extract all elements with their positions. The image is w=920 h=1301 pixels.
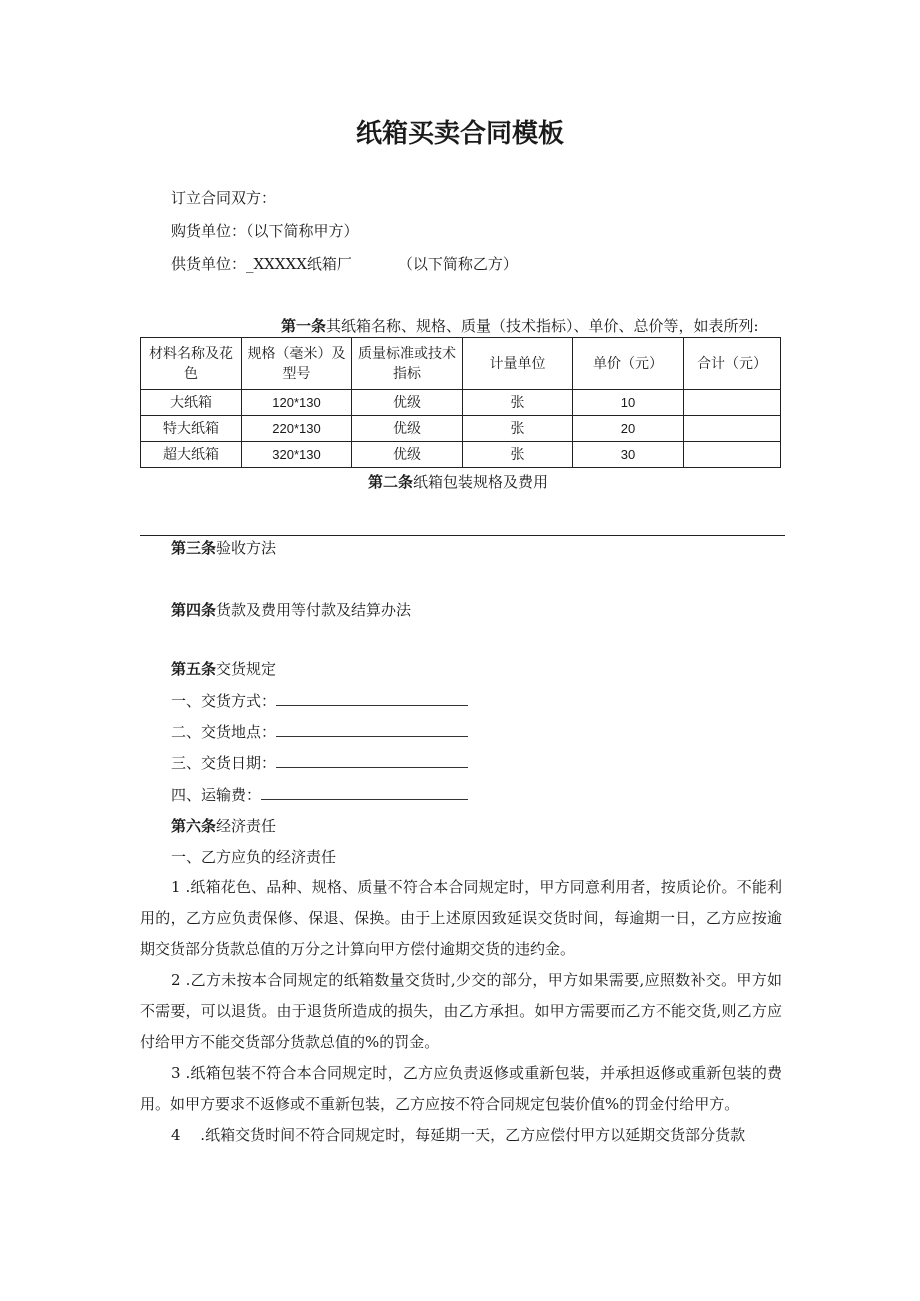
seller-abbrev: （以下简称乙方） xyxy=(397,255,518,273)
table-header-row xyxy=(141,338,781,390)
article-6-label: 第六条 xyxy=(171,817,217,835)
table-cell: 20 xyxy=(573,416,684,442)
seller-name: 供货单位：_XXXXX纸箱厂 xyxy=(171,255,352,273)
table-cell: 大纸箱 xyxy=(141,390,242,416)
article-6-text: 经济责任 xyxy=(216,817,277,835)
delivery-date-blank xyxy=(276,753,468,768)
spec-table xyxy=(140,337,781,468)
seller-line xyxy=(171,254,518,274)
table-cell: 张 xyxy=(463,390,573,416)
table-header-cell: 材料名称及花色 xyxy=(141,338,242,390)
clause-1: 1 .纸箱花色、品种、规格、质量不符合本合同规定时，甲方同意利用者，按质论价。不能利用的，乙方应负责保修、保退、保换。由于上述原因致延误交货时间，每逾期一日，乙方应按逾期交货部分货款总值的万分之计算向甲方偿付逾期交货的违约金。 xyxy=(140,878,782,958)
table-cell: 220*130 xyxy=(242,416,352,442)
delivery-date-line xyxy=(171,753,468,773)
article-6-subheading: 一、乙方应负的经济责任 xyxy=(171,848,337,866)
article-5-text: 交货规定 xyxy=(216,660,277,678)
table-row xyxy=(141,416,781,442)
table-cell: 优级 xyxy=(352,442,463,468)
article-3-label: 第三条 xyxy=(171,539,217,557)
table-header-cell: 规格（毫米）及型号 xyxy=(242,338,352,390)
article-5-label: 第五条 xyxy=(171,660,217,678)
freight-label: 四、运输费： xyxy=(171,786,262,804)
table-cell xyxy=(684,390,781,416)
article-2 xyxy=(368,472,548,492)
table-cell: 120*130 xyxy=(242,390,352,416)
delivery-method-blank xyxy=(276,691,468,706)
article-3 xyxy=(171,538,276,558)
article-2-label: 第二条 xyxy=(368,473,414,491)
document-title: 纸箱买卖合同模板 xyxy=(355,119,564,149)
article-1 xyxy=(281,316,759,336)
freight-blank xyxy=(261,785,468,800)
table-header-cell: 合计（元） xyxy=(684,338,781,390)
clause-4: 4 .纸箱交货时间不符合同规定时，每延期一天，乙方应偿付甲方以延期交货部分货款 xyxy=(171,1126,746,1144)
table-cell: 张 xyxy=(463,416,573,442)
delivery-place-line xyxy=(171,722,468,742)
article-6 xyxy=(171,816,276,836)
freight-line xyxy=(171,785,468,805)
delivery-date-label: 三、交货日期： xyxy=(171,754,277,772)
table-cell: 320*130 xyxy=(242,442,352,468)
table-header-cell: 计量单位 xyxy=(463,338,573,390)
article-4 xyxy=(171,600,411,620)
article-2-text: 纸箱包装规格及费用 xyxy=(413,473,549,491)
table-header-cell: 质量标准或技术指标 xyxy=(352,338,463,390)
article-1-label: 第一条 xyxy=(281,317,327,335)
delivery-place-label: 二、交货地点： xyxy=(171,723,277,741)
clause-3: 3 .纸箱包装不符合本合同规定时，乙方应负责返修或重新包装，并承担返修或重新包装的费用。如甲方要求不返修或不重新包装，乙方应按不符合同规定包装价值%的罚金付给甲方。 xyxy=(140,1064,782,1113)
parties-intro: 订立合同双方： xyxy=(171,189,277,207)
table-cell: 10 xyxy=(573,390,684,416)
clause-2: 2 .乙方未按本合同规定的纸箱数量交货时,少交的部分，甲方如果需要,应照数补交。甲方如不需要，可以退货。由于退货所造成的损失，由乙方承担。如甲方需要而乙方不能交货,则乙方应付给甲方不能交货部分货款总值的%的罚金。 xyxy=(140,971,782,1051)
delivery-place-blank xyxy=(276,722,468,737)
table-row xyxy=(141,442,781,468)
table-cell: 优级 xyxy=(352,390,463,416)
article-1-text: 其纸箱名称、规格、质量（技术指标）、单价、总价等，如表所列: xyxy=(326,317,759,335)
table-row xyxy=(141,390,781,416)
table-cell: 超大纸箱 xyxy=(141,442,242,468)
article-4-text: 货款及费用等付款及结算办法 xyxy=(216,601,412,619)
table-header-cell: 单价（元） xyxy=(573,338,684,390)
table-cell: 30 xyxy=(573,442,684,468)
article-5 xyxy=(171,659,276,679)
table-cell: 特大纸箱 xyxy=(141,416,242,442)
table-cell xyxy=(684,442,781,468)
table-cell: 张 xyxy=(463,442,573,468)
buyer-line: 购货单位：（以下简称甲方） xyxy=(171,222,359,240)
delivery-method-line xyxy=(171,691,468,711)
table-cell xyxy=(684,416,781,442)
divider xyxy=(140,535,785,536)
article-4-label: 第四条 xyxy=(171,601,217,619)
delivery-method-label: 一、交货方式： xyxy=(171,692,277,710)
article-3-text: 验收方法 xyxy=(216,539,277,557)
table-cell: 优级 xyxy=(352,416,463,442)
